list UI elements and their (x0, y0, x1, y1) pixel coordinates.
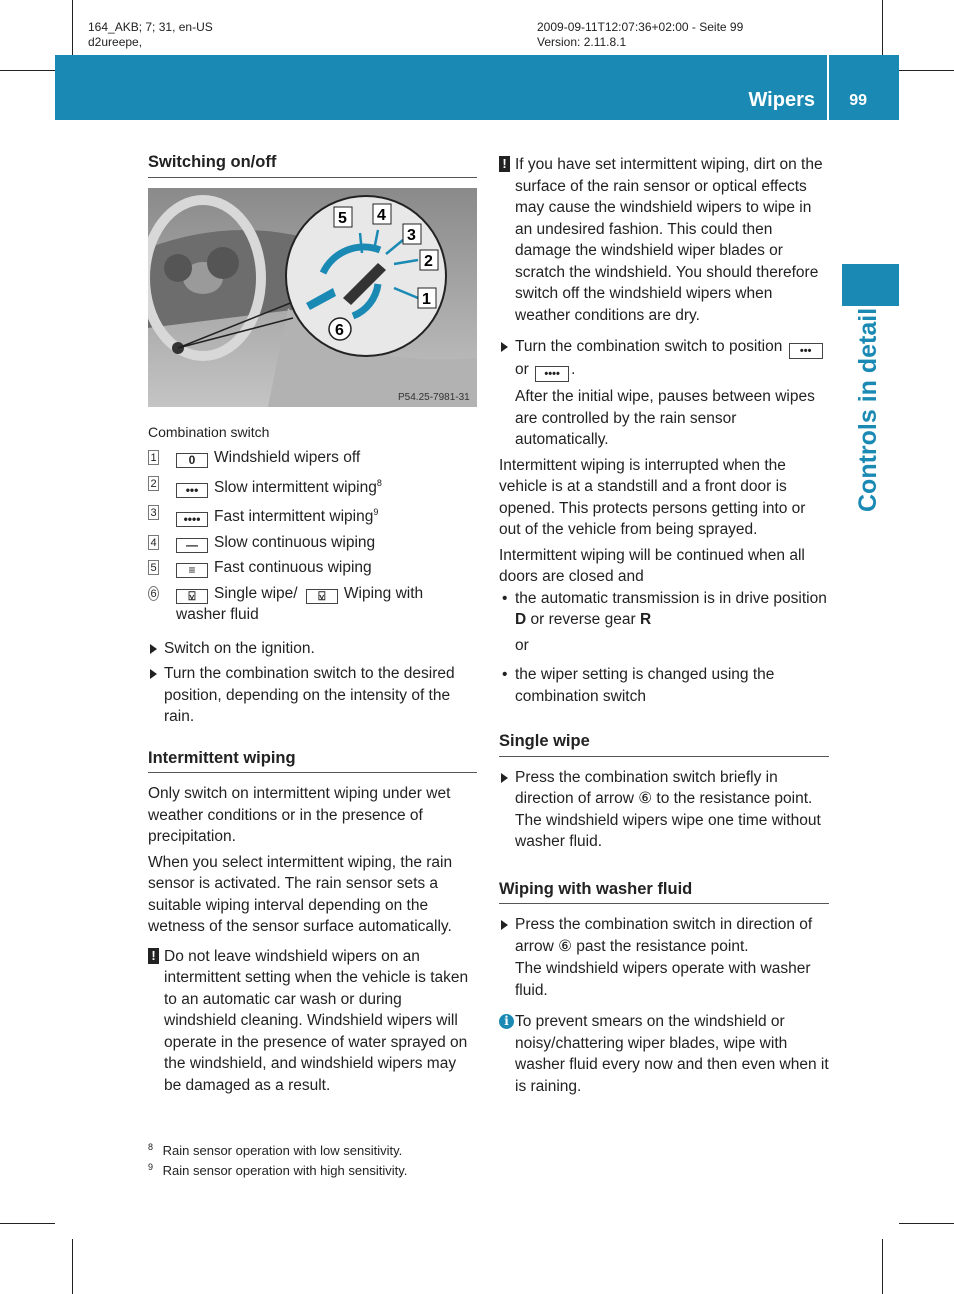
slow-continuous-icon: — (176, 538, 208, 553)
meta-line: Version: 2.11.8.1 (537, 35, 627, 49)
crop-mark (0, 1223, 55, 1224)
legend-text: Windshield wipers off (214, 449, 361, 466)
header-bar (55, 55, 899, 120)
info-note (499, 1011, 829, 1097)
figure-label-1: 1 (422, 290, 431, 308)
wiper-off-icon: 0 (176, 453, 208, 468)
fast-intermittent-icon: •••• (176, 512, 208, 527)
meta-line: d2ureepe, (88, 35, 143, 49)
legend-number: 3 (148, 505, 159, 520)
left-column (148, 152, 477, 1102)
footnote (148, 1157, 407, 1181)
legend-number: 1 (148, 450, 159, 465)
info-icon: i (499, 1014, 514, 1029)
print-meta-left (88, 20, 213, 50)
figure-label-3: 3 (407, 226, 416, 244)
warning-note (499, 154, 829, 326)
instruction-step: Turn the combination switch to the desired position, depending on the intensity of the rain. (148, 663, 477, 728)
slow-intermittent-icon: ••• (176, 483, 208, 498)
paragraph: Only switch on intermittent wiping under wet weather conditions or in the presence of precipitation. (148, 785, 451, 846)
combination-switch-figure (148, 188, 477, 407)
dashboard-illustration (148, 188, 477, 407)
footnote-number: 9 (148, 1162, 154, 1172)
crop-mark (899, 1223, 954, 1224)
bullet-item: • the wiper setting is changed using the combination switch (499, 664, 829, 707)
figure-label-4: 4 (377, 206, 386, 224)
legend-number: 5 (148, 560, 159, 575)
meta-line: 164_AKB; 7; 31, en-US (88, 20, 213, 34)
gear-letter: R (639, 611, 652, 628)
warning-text: Do not leave windshield wipers on an intermittent setting when the vehicle is taken to an automatic car wash or during windshield cleaning. Windshield wipers will operate in the presence of water sprayed on the windshield, and windshield wipers may be damaged as a result. (164, 947, 469, 1094)
legend-text: Slow intermittent wiping (214, 478, 377, 496)
single-wipe-icon: ⍌ (176, 589, 208, 604)
heading-washer-fluid: Wiping with washer fluid (499, 879, 829, 905)
crop-mark (882, 1239, 883, 1294)
footnote-ref: 8 (376, 477, 382, 488)
bullet-item (499, 588, 829, 631)
legend-number: 6 (148, 586, 159, 601)
print-meta-right (537, 20, 743, 50)
figure-label-2: 2 (424, 252, 433, 270)
crop-mark (72, 0, 73, 55)
figure-caption: Combination switch (148, 423, 270, 440)
paragraph: When you select intermittent wiping, the rain sensor is activated. The rain sensor sets a suitable wiping interval depending on the wetness of the sensor surface automatically. (148, 853, 453, 936)
warning-icon: ! (148, 948, 159, 964)
step-text: Turn the combination switch to position (515, 338, 783, 355)
info-text: To prevent smears on the windshield or noisy/chattering wiper blades, wipe with washer fluid every now and then even when it is raining. (515, 1013, 829, 1095)
heading-switching: Switching on/off (148, 152, 477, 178)
legend-text: Slow continuous wiping (214, 533, 376, 551)
page-number: 99 (849, 92, 867, 109)
figure-label-6: 6 (335, 321, 344, 339)
step-note: The windshield wipers wipe one time without washer fluid. (515, 811, 821, 850)
or-text: or (515, 636, 529, 654)
legend-item (148, 583, 477, 626)
crop-mark (882, 0, 883, 55)
legend-text: Single wipe/ (214, 584, 298, 602)
header-divider (827, 55, 829, 120)
legend-item (148, 557, 477, 579)
legend-number: 4 (148, 535, 159, 550)
chapter-label: Controls in detail (854, 307, 882, 512)
legend-item (148, 447, 477, 469)
legend-item (148, 502, 477, 528)
warning-icon: ! (499, 156, 510, 172)
side-tab (842, 264, 899, 306)
fast-intermittent-icon: •••• (535, 366, 569, 382)
figure-code: P54.25-7981-31 (398, 391, 470, 403)
footnote-text: Rain sensor operation with high sensitivity. (162, 1163, 408, 1179)
warning-note (148, 946, 477, 1097)
bullet-text: the automatic transmission is in drive position (515, 589, 827, 607)
legend-text: Fast intermittent wiping (214, 508, 374, 526)
step-text: or (515, 361, 529, 378)
right-column (499, 154, 829, 1103)
legend-text: Fast continuous wiping (214, 559, 372, 577)
legend-item (148, 473, 477, 499)
instruction-step: Press the combination switch in direction of arrow ⑥ past the resistance point. (499, 914, 829, 957)
fast-continuous-icon: ≡ (176, 563, 208, 578)
heading-single-wipe: Single wipe (499, 731, 829, 757)
crop-mark (72, 1239, 73, 1294)
legend-item (148, 532, 477, 554)
heading-intermittent: Intermittent wiping (148, 748, 477, 774)
bullet-text: or reverse gear (530, 611, 636, 628)
paragraph: Intermittent wiping will be continued when all doors are closed and (499, 546, 805, 585)
paragraph: Intermittent wiping is interrupted when the vehicle is at a standstill and a front door is opened. This protects persons getting into or out of the vehicle from being sprayed. (499, 456, 806, 538)
footnote-text: Rain sensor operation with low sensitivity. (162, 1143, 403, 1159)
section-title: Wipers (748, 89, 815, 111)
washer-fluid-icon: ⍌ (306, 589, 338, 604)
crop-mark (899, 70, 954, 71)
footnote-ref: 9 (373, 507, 379, 518)
instruction-step: Press the combination switch briefly in direction of arrow ⑥ to the resistance point. (499, 767, 829, 810)
legend-number: 2 (148, 476, 159, 491)
slow-intermittent-icon: ••• (789, 343, 823, 359)
figure-label-5: 5 (338, 209, 347, 227)
step-note: The windshield wipers operate with washer fluid. (515, 960, 811, 999)
instruction-step: Turn the combination switch to position ••• or •••• . (499, 336, 829, 382)
step-note: After the initial wipe, pauses between wipes are controlled by the rain sensor automatically. (515, 388, 815, 448)
crop-mark (0, 70, 55, 71)
meta-line: 2009-09-11T12:07:36+02:00 - Seite 99 (537, 20, 744, 34)
warning-text: If you have set intermittent wiping, dirt on the surface of the rain sensor or optical effects may cause the windshield wipers to wipe in an undesired fashion. This could then damage the windshield wiper blades or scratch the windshield. You should therefore switch off the windshield wipers when weather conditions are dry. (515, 156, 823, 324)
legend-text: Wiping with washer fluid (176, 584, 424, 624)
footnote-number: 8 (148, 1142, 154, 1152)
instruction-step: Switch on the ignition. (148, 638, 477, 660)
gear-letter: D (515, 611, 527, 628)
